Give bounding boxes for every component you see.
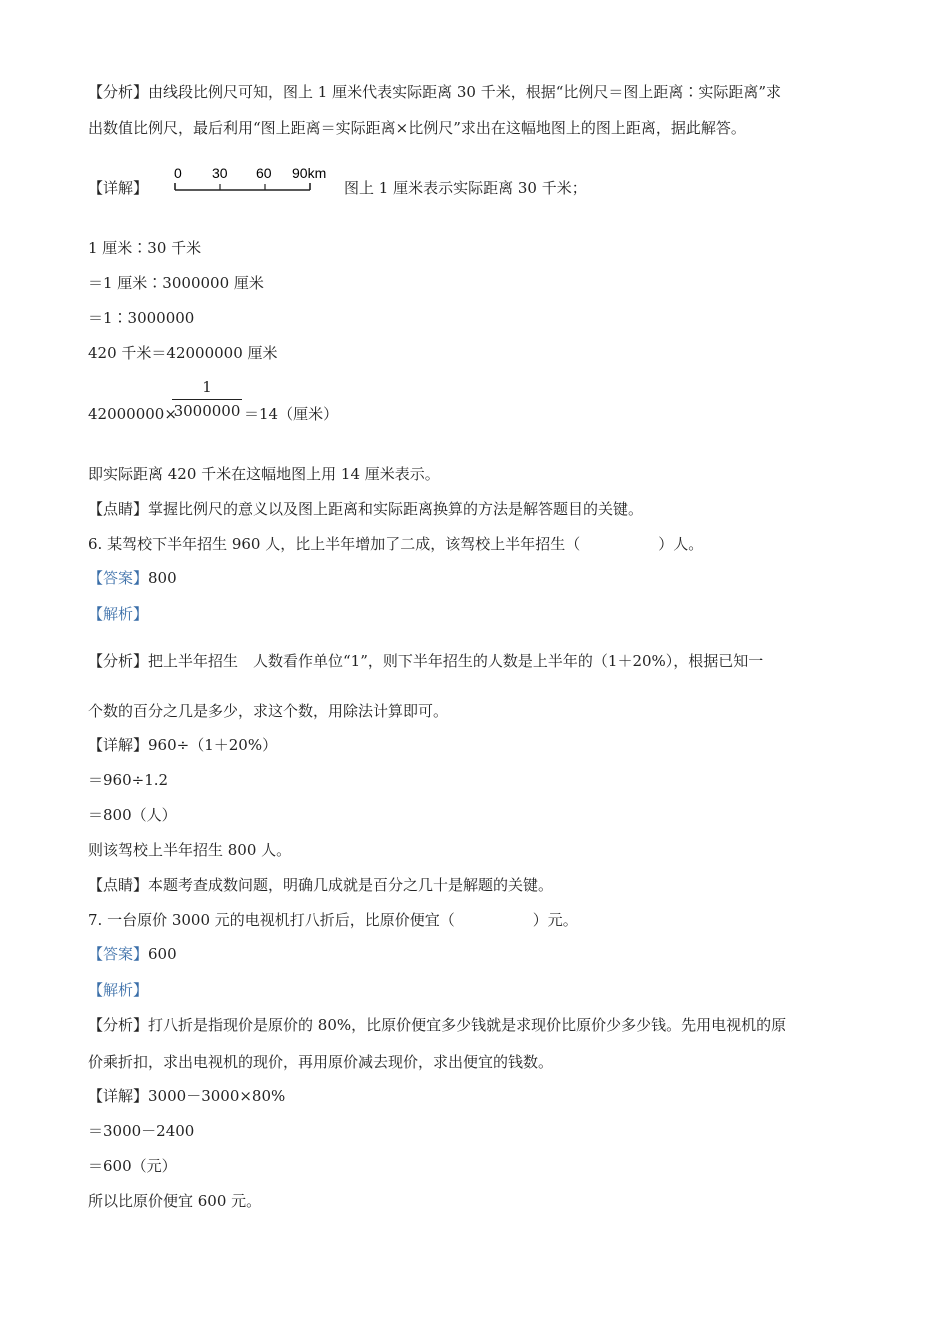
- q7-analysis-line1: 【分析】打八折是指现价是原价的 80%，比原价便宜多少钱就是求现价比原价少多少钱。先用电视机的原: [88, 1016, 787, 1034]
- scale-label-60: 60: [256, 165, 272, 181]
- q6-jiexi-label: 【解析】: [88, 605, 149, 623]
- answer-value: 600: [148, 945, 177, 963]
- q7-detail: 【详解】3000－3000×80%: [88, 1087, 286, 1105]
- q6-tip: 【点睛】本题考查成数问题，明确几成就是百分之几十是解题的关键。: [88, 876, 554, 894]
- scale-label-0: 0: [174, 165, 182, 181]
- detail-label: 【详解】: [88, 736, 149, 754]
- q5-frac-suffix: ＝14（厘米）: [244, 405, 339, 423]
- fraction-numerator: 1: [202, 378, 212, 396]
- q5-tip: 【点睛】掌握比例尺的意义以及图上距离和实际距离换算的方法是解答题目的关键。: [88, 500, 644, 518]
- q5-frac-prefix: 42000000×: [88, 405, 177, 423]
- q6-question: 6. 某驾校下半年招生 960 人，比上半年增加了二成，该驾校上半年招生（ ）人。: [88, 535, 704, 553]
- q6-analysis-line2: 个数的百分之几是多少，求这个数，用除法计算即可。: [88, 702, 449, 720]
- q6-answer: [88, 568, 177, 588]
- q6-analysis-line1: 【分析】把上半年招生 人数看作单位“1”，则下半年招生的人数是上半年的（1＋20%），根据已知一: [88, 652, 764, 670]
- detail-label: 【详解】: [88, 1087, 149, 1105]
- analysis-label: 【分析】: [88, 652, 149, 670]
- q7-step: ＝600（元）: [88, 1157, 177, 1175]
- answer-label: 【答案】: [88, 945, 149, 963]
- analysis-label: 【分析】: [88, 1016, 149, 1034]
- tip-label: 【点睛】: [88, 876, 149, 894]
- q7-conclusion: 所以比原价便宜 600 元。: [88, 1192, 262, 1210]
- q7-jiexi-label: 【解析】: [88, 981, 149, 999]
- tip-label: 【点睛】: [88, 500, 149, 518]
- q6-step: ＝800（人）: [88, 806, 177, 824]
- answer-label: 【答案】: [88, 569, 149, 587]
- q5-step: ＝1∶3000000: [88, 309, 195, 327]
- q7-step: ＝3000－2400: [88, 1122, 195, 1140]
- analysis-label: 【分析】: [88, 83, 149, 101]
- q6-detail: 【详解】960÷（1＋20%）: [88, 736, 278, 754]
- fraction-bar: [172, 399, 242, 400]
- q6-step: ＝960÷1.2: [88, 771, 169, 789]
- q7-analysis-line2: 价乘折扣，求出电视机的现价，再用原价减去现价，求出便宜的钱数。: [88, 1053, 554, 1071]
- answer-value: 800: [148, 569, 177, 587]
- fraction: [172, 378, 242, 420]
- q5-analysis-line2: 出数值比例尺，最后利用“图上距离＝实际距离×比例尺”求出在这幅地图上的图上距离，据此解答。: [88, 119, 746, 137]
- fraction-denominator: 3000000: [173, 402, 241, 420]
- q5-conclusion: 即实际距离 420 千米在这幅地图上用 14 厘米表示。: [88, 465, 440, 483]
- q5-step: 1 厘米∶30 千米: [88, 239, 202, 257]
- q7-answer: [88, 944, 177, 964]
- q5-detail-text: 图上 1 厘米表示实际距离 30 千米；: [344, 179, 587, 197]
- scale-label-90km: 90km: [292, 165, 327, 181]
- q5-step: ＝1 厘米∶3000000 厘米: [88, 274, 264, 292]
- scale-label-30: 30: [212, 165, 228, 181]
- q5-detail-label: 【详解】: [88, 179, 149, 197]
- q6-conclusion: 则该驾校上半年招生 800 人。: [88, 841, 292, 859]
- q7-question: 7. 一台原价 3000 元的电视机打八折后，比原价便宜（ ）元。: [88, 911, 578, 929]
- q5-analysis-line1: 【分析】由线段比例尺可知，图上 1 厘米代表实际距离 30 千米，根据“比例尺＝图上距离∶实际距离”求: [88, 83, 782, 101]
- scale-bar: [170, 164, 340, 194]
- q5-step: 420 千米＝42000000 厘米: [88, 344, 278, 362]
